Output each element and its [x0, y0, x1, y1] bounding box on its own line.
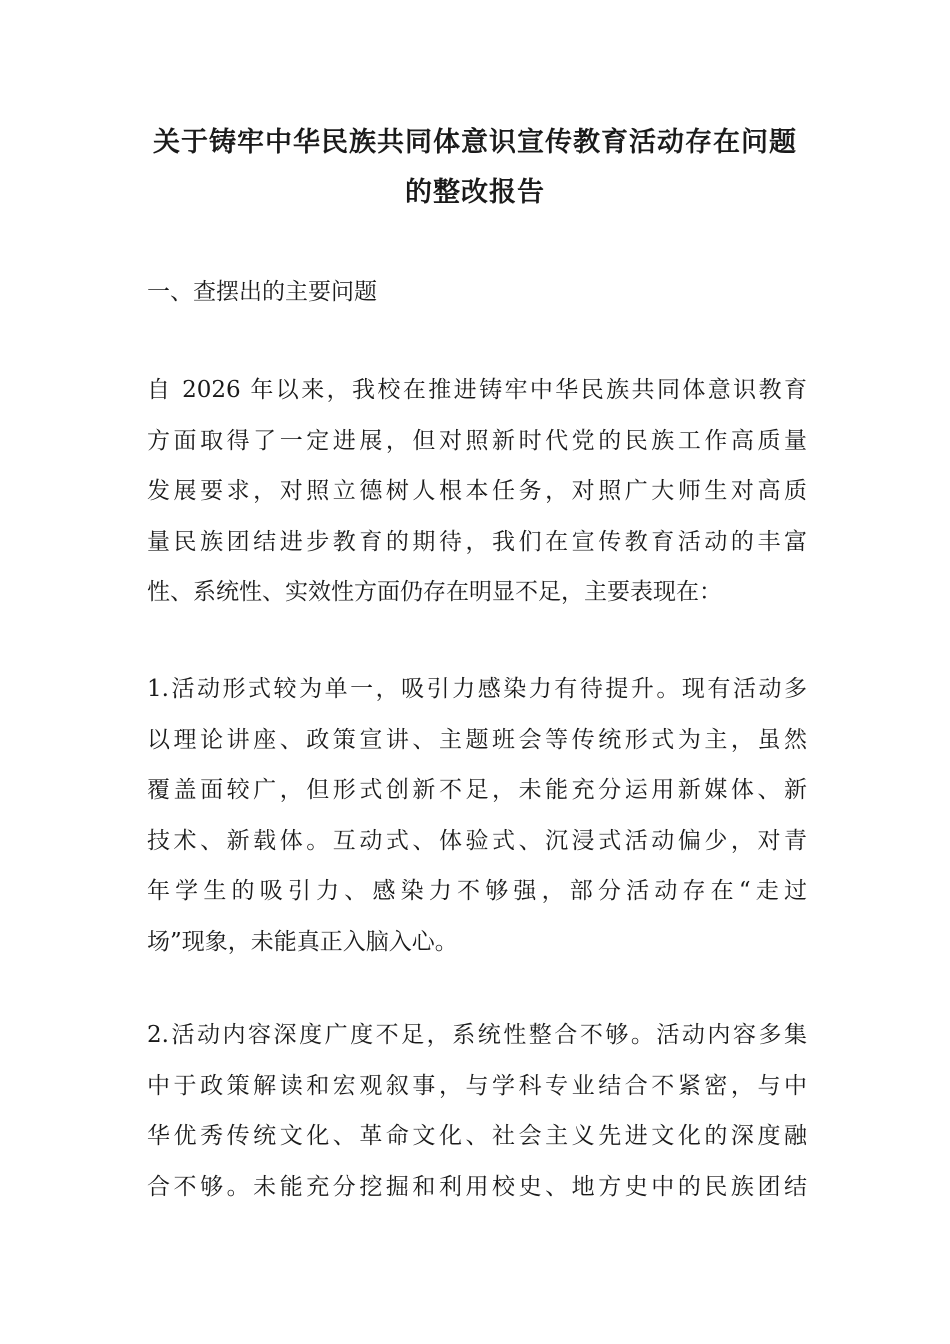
paragraph-line: 2.活动内容深度广度不足，系统性整合不够。活动内容多集	[147, 1022, 807, 1048]
paragraph-line: 以理论讲座、政策宣讲、主题班会等传统形式为主，虽然	[147, 726, 807, 753]
paragraph-line: 1.活动形式较为单一，吸引力感染力有待提升。现有活动多	[147, 676, 807, 702]
paragraph-line: 发展要求，对照立德树人根本任务，对照广大师生对高质	[147, 478, 807, 504]
paragraph-line: 覆盖面较广，但形式创新不足，未能充分运用新媒体、新	[147, 777, 807, 803]
paragraph-line: 自 2026 年以来，我校在推进铸牢中华民族共同体意识教育	[147, 377, 807, 403]
paragraph-line: 量民族团结进步教育的期待，我们在宣传教育活动的丰富	[147, 528, 807, 555]
paragraph-line: 方面取得了一定进展，但对照新时代党的民族工作高质量	[147, 427, 807, 454]
title-line-2: 的整改报告	[405, 177, 545, 208]
paragraph-line: 性、系统性、实效性方面仍存在明显不足，主要表现在：	[147, 579, 722, 605]
document-title	[140, 118, 810, 218]
title-line-1: 关于铸牢中华民族共同体意识宣传教育活动存在问题	[153, 127, 797, 158]
paragraph-line: 技术、新载体。互动式、体验式、沉浸式活动偏少，对青	[147, 827, 807, 854]
paragraph-item-2	[147, 1010, 807, 1212]
paragraph-line: 中于政策解读和宏观叙事，与学科专业结合不紧密，与中	[147, 1072, 807, 1099]
paragraph-intro	[147, 365, 807, 618]
paragraph-line: 合不够。未能充分挖掘和利用校史、地方史中的民族团结	[147, 1173, 807, 1200]
paragraph-line: 华优秀传统文化、革命文化、社会主义先进文化的深度融	[147, 1123, 807, 1149]
section-heading: 一、查摆出的主要问题	[147, 279, 377, 305]
paragraph-line: 年学生的吸引力、感染力不够强，部分活动存在“走过	[147, 878, 807, 904]
paragraph-line: 场”现象，未能真正入脑入心。	[147, 928, 458, 955]
paragraph-item-1	[147, 664, 807, 967]
